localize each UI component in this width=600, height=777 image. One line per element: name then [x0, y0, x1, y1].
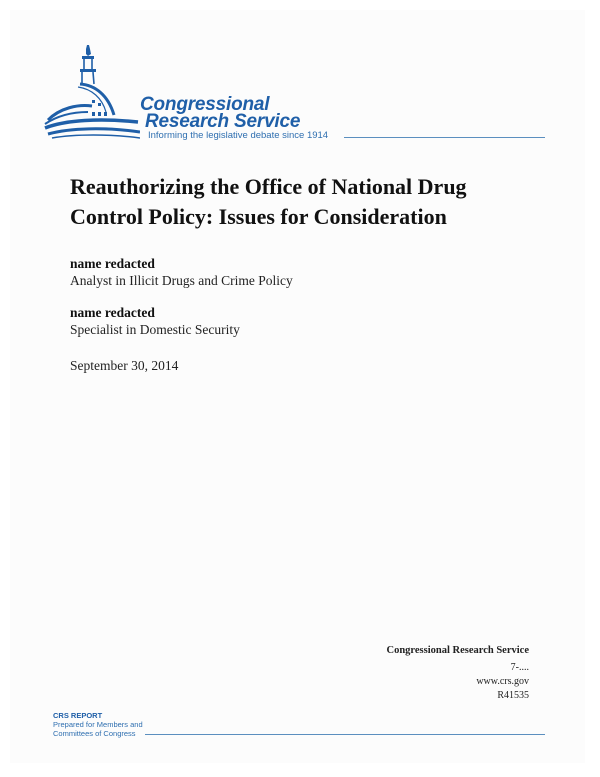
- author-role: Specialist in Domestic Security: [70, 322, 240, 337]
- footer-label: CRS REPORT: [53, 711, 103, 720]
- author-name: name redacted: [70, 256, 155, 271]
- author-role: Analyst in Illicit Drugs and Crime Policy: [70, 273, 293, 288]
- title-line-1: Reauthorizing the Office of National Drug: [70, 174, 467, 199]
- org-name-line2: Research Service: [145, 111, 301, 132]
- capitol-dome-icon: [40, 40, 140, 140]
- report-number: R41535: [497, 690, 529, 701]
- footer-rule: [145, 734, 545, 735]
- report-organization: Congressional Research Service: [386, 645, 529, 656]
- report-phone: 7-....: [510, 662, 529, 673]
- org-name-line1: Congressional: [140, 94, 270, 115]
- header-rule: [344, 137, 545, 138]
- report-website[interactable]: www.crs.gov: [476, 676, 529, 687]
- title-line-2: Control Policy: Issues for Consideration: [70, 204, 447, 229]
- author-name: name redacted: [70, 305, 155, 320]
- footer-line-1: Prepared for Members and: [53, 720, 143, 729]
- footer-line-2: Committees of Congress: [53, 729, 136, 738]
- document-title: [70, 172, 540, 232]
- org-tagline: Informing the legislative debate since 1914: [148, 130, 329, 141]
- publication-date: September 30, 2014: [70, 358, 179, 373]
